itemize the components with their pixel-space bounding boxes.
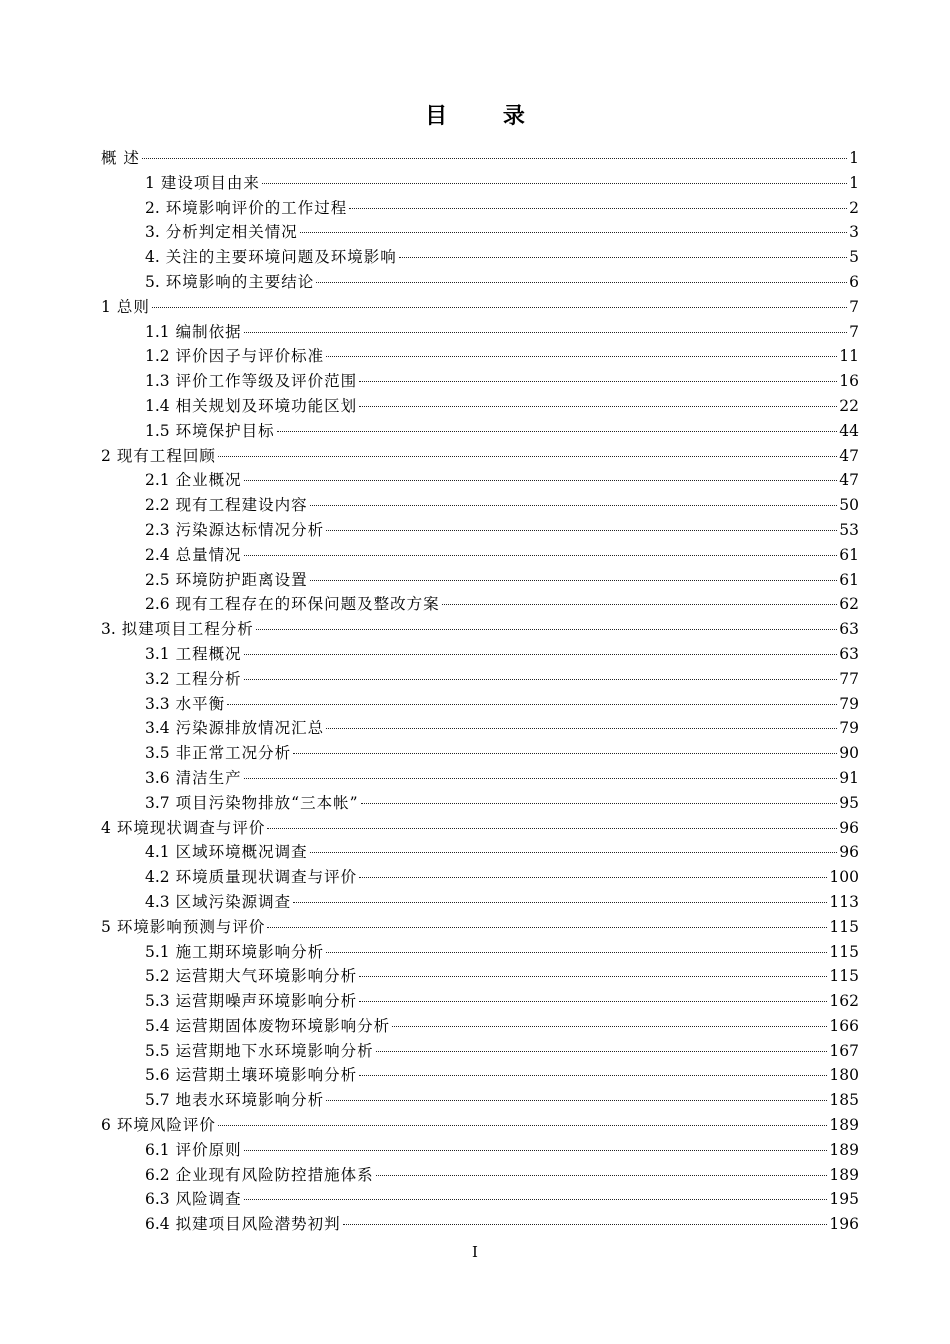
toc-entry-title: 环境影响预测与评价: [116, 917, 266, 936]
toc-entry-number: 2.: [145, 198, 160, 217]
toc-entry-number: 3.7: [145, 793, 170, 812]
toc-dot-leader: [442, 604, 838, 605]
toc-dot-leader: [244, 332, 847, 333]
toc-entry[interactable]: [101, 816, 859, 841]
toc-entry-number: 2.2: [145, 496, 170, 515]
toc-entry-page: 79: [839, 719, 859, 738]
toc-entry-page: 16: [839, 372, 859, 391]
toc-entry-title: 企业现有风险防控措施体系: [175, 1165, 374, 1184]
toc-dot-leader: [399, 257, 847, 258]
toc-entry[interactable]: [101, 964, 859, 989]
toc-entry-title: 工程分析: [175, 669, 242, 688]
toc-entry-number: 6.3: [145, 1190, 170, 1209]
toc-entry[interactable]: [101, 419, 859, 444]
toc-entry-title: 水平衡: [175, 694, 226, 713]
toc-entry-title: 污染源达标情况分析: [175, 520, 325, 539]
toc-dot-leader: [326, 728, 837, 729]
toc-entry-number: 4.1: [145, 843, 170, 862]
toc-dot-leader: [349, 208, 847, 209]
toc-entry[interactable]: [101, 890, 859, 915]
toc-entry-number: 3.: [145, 223, 160, 242]
table-of-contents: [101, 146, 859, 1237]
toc-entry-number: 3.3: [145, 694, 170, 713]
toc-entry-title: 企业概况: [175, 471, 242, 490]
toc-dot-leader: [267, 927, 827, 928]
toc-entry-number: 1.5: [145, 421, 170, 440]
toc-entry-title: 项目污染物排放“三本帐”: [175, 793, 359, 812]
toc-entry-page: 196: [829, 1215, 859, 1234]
toc-entry-number: 5.: [145, 272, 160, 291]
toc-entry-number: 3.: [101, 620, 116, 639]
toc-entry[interactable]: [101, 1014, 859, 1039]
toc-dot-leader: [359, 1075, 827, 1076]
toc-entry-title: 相关规划及环境功能区划: [175, 396, 358, 415]
toc-entry-page: 100: [829, 868, 859, 887]
toc-entry-page: 189: [829, 1165, 859, 1184]
toc-entry-number: 6.2: [145, 1165, 170, 1184]
toc-entry-page: 61: [839, 570, 859, 589]
toc-dot-leader: [359, 406, 837, 407]
toc-entry-page: 162: [829, 992, 859, 1011]
toc-entry-page: 2: [849, 198, 859, 217]
toc-entry-number: 5.7: [145, 1091, 170, 1110]
toc-entry-number: 2.3: [145, 520, 170, 539]
toc-entry-page: 189: [829, 1140, 859, 1159]
toc-dot-leader: [244, 654, 838, 655]
toc-entry-page: 113: [829, 892, 859, 911]
toc-entry-number: 1.2: [145, 347, 170, 366]
toc-entry[interactable]: [101, 791, 859, 816]
toc-entry-page: 3: [849, 223, 859, 242]
toc-entry-page: 61: [839, 545, 859, 564]
toc-entry[interactable]: [101, 245, 859, 270]
toc-entry-number: 6: [101, 1116, 111, 1135]
toc-entry[interactable]: [101, 915, 859, 940]
toc-entry-number: 6.1: [145, 1140, 170, 1159]
toc-entry-number: 3.5: [145, 744, 170, 763]
toc-entry-page: 44: [839, 421, 859, 440]
toc-entry[interactable]: [101, 196, 859, 221]
toc-dot-leader: [316, 282, 847, 283]
toc-entry-page: 189: [829, 1116, 859, 1135]
toc-dot-leader: [326, 952, 827, 953]
toc-entry[interactable]: [101, 667, 859, 692]
toc-entry[interactable]: [101, 543, 859, 568]
toc-entry-title: 现有工程建设内容: [175, 496, 308, 515]
toc-entry-title: 工程概况: [175, 644, 242, 663]
toc-entry-number: 6.4: [145, 1215, 170, 1234]
toc-entry-title: 建设项目由来: [160, 173, 260, 192]
toc-entry[interactable]: [101, 444, 859, 469]
toc-entry-title: 污染源排放情况汇总: [175, 719, 325, 738]
toc-entry-title: 风险调查: [175, 1190, 242, 1209]
toc-entry-number: 5.6: [145, 1066, 170, 1085]
toc-entry[interactable]: [101, 741, 859, 766]
toc-entry[interactable]: [101, 716, 859, 741]
toc-entry-title: 环境质量现状调查与评价: [175, 868, 358, 887]
toc-entry-title: 环境影响的主要结论: [165, 272, 315, 291]
toc-entry-page: 63: [839, 620, 859, 639]
toc-entry-number: 4.3: [145, 892, 170, 911]
toc-dot-leader: [376, 1051, 828, 1052]
toc-dot-leader: [267, 828, 837, 829]
toc-entry-title: 环境防护距离设置: [175, 570, 308, 589]
toc-entry[interactable]: [101, 568, 859, 593]
toc-entry-number: 4.: [145, 248, 160, 267]
toc-dot-leader: [392, 1026, 827, 1027]
toc-entry-page: 115: [829, 967, 859, 986]
toc-entry-number: 1: [145, 173, 155, 192]
toc-entry-number: 3.4: [145, 719, 170, 738]
toc-entry-title: 分析判定相关情况: [165, 223, 298, 242]
toc-dot-leader: [293, 902, 827, 903]
toc-entry-page: 5: [849, 248, 859, 267]
toc-entry-number: 2.5: [145, 570, 170, 589]
toc-entry-title: 编制依据: [175, 322, 242, 341]
toc-entry-page: 90: [839, 744, 859, 763]
toc-entry-title: 环境现状调查与评价: [116, 818, 266, 837]
toc-dot-leader: [244, 480, 838, 481]
toc-entry-title: 评价因子与评价标准: [175, 347, 325, 366]
toc-dot-leader: [359, 976, 827, 977]
toc-entry[interactable]: [101, 295, 859, 320]
toc-dot-leader: [343, 1224, 828, 1225]
toc-entry[interactable]: [101, 394, 859, 419]
toc-entry-page: 7: [849, 297, 859, 316]
toc-dot-leader: [256, 629, 837, 630]
toc-entry-page: 195: [829, 1190, 859, 1209]
toc-entry-title: 非正常工况分析: [175, 744, 292, 763]
toc-entry-title: 环境影响评价的工作过程: [165, 198, 348, 217]
toc-entry[interactable]: [101, 518, 859, 543]
toc-entry-page: 7: [849, 322, 859, 341]
toc-dot-leader: [326, 1100, 827, 1101]
toc-entry-page: 1: [849, 149, 859, 167]
toc-entry-number: 1: [101, 297, 111, 316]
toc-entry[interactable]: [101, 171, 859, 196]
toc-dot-leader: [310, 505, 838, 506]
toc-entry-title: 施工期环境影响分析: [175, 942, 325, 961]
toc-entry[interactable]: [101, 270, 859, 295]
toc-entry-page: 180: [829, 1066, 859, 1085]
toc-entry-title: 总则: [116, 297, 150, 316]
toc-entry-title: 运营期地下水环境影响分析: [175, 1041, 374, 1060]
toc-entry-page: 167: [829, 1041, 859, 1060]
toc-dot-leader: [152, 307, 847, 308]
toc-dot-leader: [244, 555, 838, 556]
toc-entry-title: 评价原则: [175, 1140, 242, 1159]
toc-entry-number: 1.4: [145, 396, 170, 415]
toc-entry-page: 11: [839, 347, 859, 366]
toc-entry-number: 2.6: [145, 595, 170, 614]
toc-entry-title: 运营期噪声环境影响分析: [175, 992, 358, 1011]
toc-dot-leader: [359, 877, 827, 878]
toc-entry-number: 5.2: [145, 967, 170, 986]
toc-entry-page: 22: [839, 396, 859, 415]
toc-entry-title: 运营期大气环境影响分析: [175, 967, 358, 986]
toc-entry-page: 166: [829, 1016, 859, 1035]
toc-dot-leader: [277, 431, 838, 432]
toc-entry[interactable]: [101, 766, 859, 791]
toc-dot-leader: [142, 158, 847, 159]
toc-entry-page: 6: [849, 272, 859, 291]
toc-dot-leader: [293, 753, 837, 754]
toc-entry[interactable]: [101, 592, 859, 617]
toc-entry[interactable]: [101, 468, 859, 493]
toc-entry[interactable]: [101, 369, 859, 394]
toc-entry-number: 5.3: [145, 992, 170, 1011]
toc-dot-leader: [359, 1001, 827, 1002]
toc-entry-page: 63: [839, 644, 859, 663]
toc-dot-leader: [244, 1199, 828, 1200]
toc-entry-title: 地表水环境影响分析: [175, 1091, 325, 1110]
toc-entry-page: 47: [839, 471, 859, 490]
toc-entry-title: 总量情况: [175, 545, 242, 564]
toc-entry-number: 1.1: [145, 322, 170, 341]
toc-dot-leader: [244, 778, 838, 779]
toc-dot-leader: [326, 356, 837, 357]
toc-entry-page: 79: [839, 694, 859, 713]
toc-entry[interactable]: [101, 692, 859, 717]
toc-entry-title: 环境保护目标: [175, 421, 275, 440]
toc-entry-page: 47: [839, 446, 859, 465]
toc-entry-title: 关注的主要环境问题及环境影响: [165, 248, 397, 267]
page-title: 目 录: [425, 103, 549, 129]
toc-entry[interactable]: [101, 1039, 859, 1064]
toc-entry-page: 96: [839, 843, 859, 862]
toc-entry-number: 3.2: [145, 669, 170, 688]
toc-entry-number: 5.5: [145, 1041, 170, 1060]
toc-entry-number: 5: [101, 917, 111, 936]
toc-dot-leader: [244, 1150, 828, 1151]
toc-entry-title: 拟建项目工程分析: [121, 620, 254, 639]
toc-dot-leader: [310, 852, 838, 853]
toc-entry-number: 5.1: [145, 942, 170, 961]
toc-entry-page: 115: [829, 942, 859, 961]
toc-entry-page: 91: [839, 768, 859, 787]
toc-entry-number: 2: [101, 446, 111, 465]
toc-entry[interactable]: [101, 840, 859, 865]
toc-entry-title: 区域污染源调查: [175, 892, 292, 911]
toc-entry-page: 62: [839, 595, 859, 614]
toc-entry-page: 53: [839, 520, 859, 539]
toc-dot-leader: [218, 1125, 828, 1126]
toc-entry[interactable]: [101, 1113, 859, 1138]
toc-entry[interactable]: [101, 344, 859, 369]
toc-entry[interactable]: [101, 320, 859, 345]
toc-entry-page: 115: [829, 917, 859, 936]
toc-entry-number: 4: [101, 818, 111, 837]
page-number: I: [472, 1243, 478, 1261]
toc-dot-leader: [227, 704, 837, 705]
toc-entry-title: 环境风险评价: [116, 1116, 216, 1135]
toc-dot-leader: [361, 803, 838, 804]
toc-entry-title: 区域环境概况调查: [175, 843, 308, 862]
toc-entry-page: 96: [839, 818, 859, 837]
toc-entry-title: 拟建项目风险潜势初判: [175, 1215, 341, 1234]
toc-entry[interactable]: [101, 146, 859, 171]
toc-entry-number: 1.3: [145, 372, 170, 391]
toc-entry[interactable]: [101, 617, 859, 642]
toc-entry[interactable]: [101, 1163, 859, 1188]
toc-dot-leader: [310, 580, 838, 581]
toc-entry-number: 2.1: [145, 471, 170, 490]
toc-entry-title: 概 述: [101, 149, 140, 167]
toc-entry-page: 95: [839, 793, 859, 812]
toc-entry[interactable]: [101, 865, 859, 890]
toc-entry[interactable]: [101, 493, 859, 518]
toc-entry[interactable]: [101, 220, 859, 245]
toc-entry[interactable]: [101, 642, 859, 667]
toc-entry-page: 50: [839, 496, 859, 515]
toc-entry-title: 现有工程回顾: [116, 446, 216, 465]
toc-entry-number: 5.4: [145, 1016, 170, 1035]
toc-entry[interactable]: [101, 1212, 859, 1237]
toc-entry-title: 运营期固体废物环境影响分析: [175, 1016, 391, 1035]
toc-entry[interactable]: [101, 940, 859, 965]
toc-dot-leader: [218, 456, 837, 457]
toc-entry-title: 现有工程存在的环保问题及整改方案: [175, 595, 440, 614]
toc-dot-leader: [359, 381, 837, 382]
toc-entry-page: 185: [829, 1091, 859, 1110]
toc-entry[interactable]: [101, 1187, 859, 1212]
toc-dot-leader: [326, 530, 837, 531]
toc-entry-title: 运营期土壤环境影响分析: [175, 1066, 358, 1085]
toc-entry-number: 4.2: [145, 868, 170, 887]
toc-entry[interactable]: [101, 1138, 859, 1163]
toc-entry[interactable]: [101, 1063, 859, 1088]
toc-entry-page: 77: [839, 669, 859, 688]
toc-dot-leader: [244, 679, 838, 680]
toc-dot-leader: [376, 1175, 828, 1176]
toc-entry-title: 清洁生产: [175, 768, 242, 787]
toc-entry-number: 3.6: [145, 768, 170, 787]
toc-entry-number: 2.4: [145, 545, 170, 564]
toc-entry-page: 1: [849, 173, 859, 192]
toc-entry-title: 评价工作等级及评价范围: [175, 372, 358, 391]
toc-entry-number: 3.1: [145, 644, 170, 663]
toc-dot-leader: [300, 232, 847, 233]
toc-entry[interactable]: [101, 989, 859, 1014]
toc-dot-leader: [262, 183, 847, 184]
toc-entry[interactable]: [101, 1088, 859, 1113]
